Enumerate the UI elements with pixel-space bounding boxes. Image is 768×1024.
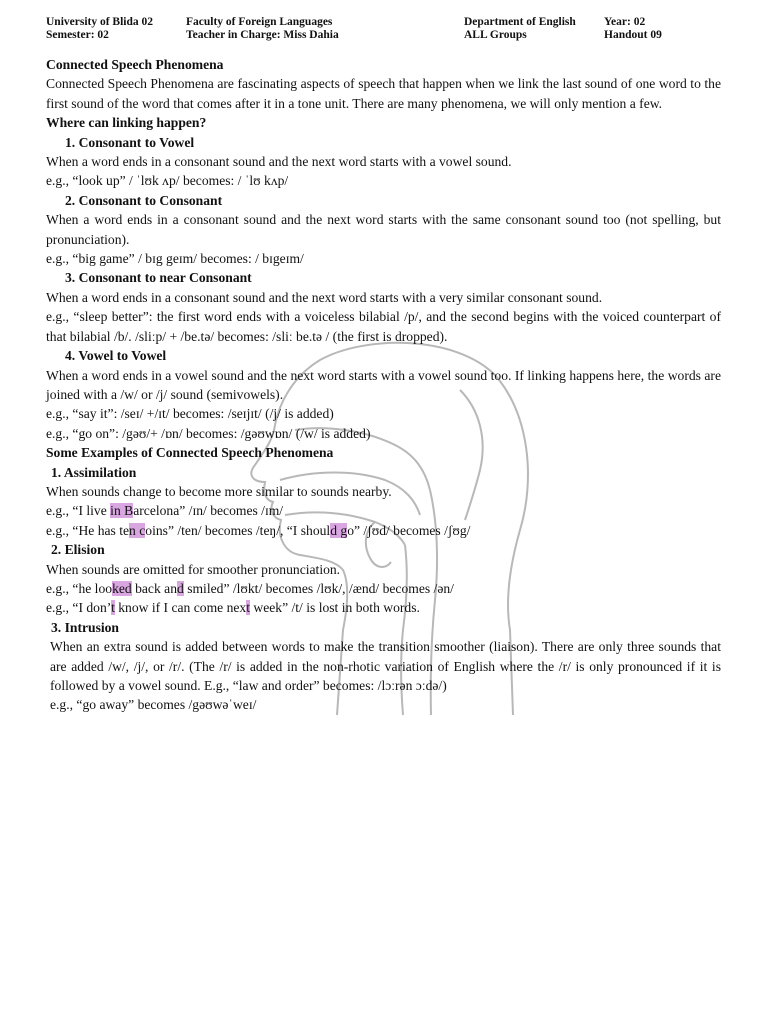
- linking-item-example: e.g., “big game” / bɪg geɪm/ becomes: / bɪgeɪm/: [46, 251, 304, 267]
- highlight: d g: [330, 522, 348, 538]
- assimilation-example-2: e.g., “He has ten coins” /ten/ becomes /teŋ/, “I should go” /ʃʊd/ becomes /ʃʊg/: [46, 522, 471, 538]
- groups: ALL Groups: [464, 29, 527, 41]
- highlight: n c: [129, 522, 146, 538]
- highlight: ked: [112, 580, 132, 596]
- assimilation-desc: When sounds change to become more similar to sounds nearby.: [46, 483, 392, 499]
- intrusion-title: 3. Intrusion: [51, 619, 119, 635]
- faculty-name: Faculty of Foreign Languages: [186, 16, 333, 28]
- linking-item-title: 2. Consonant to Consonant: [65, 192, 223, 208]
- examples-heading: Some Examples of Connected Speech Phenomena: [46, 445, 334, 461]
- elision-example-2: e.g., “I don’t know if I can come next week” /t/ is lost in both words.: [46, 600, 420, 616]
- linking-item-example: e.g., “go on”: /gəʊ/+ /ɒn/ becomes: /gəʊwɒn/ (/w/ is added): [46, 425, 371, 441]
- page-title: Connected Speech Phenomena: [46, 57, 224, 72]
- linking-item-desc: When a word ends in a consonant sound and the next word starts with a very similar consonant sound.: [46, 289, 603, 305]
- linking-item-desc: When a word ends in a consonant sound and the next word starts with the same consonant sound too (not spelling, but pronunciation).: [46, 212, 721, 247]
- elision-desc: When sounds are omitted for smoother pronunciation.: [46, 561, 341, 577]
- assimilation-title: 1. Assimilation: [51, 464, 137, 480]
- linking-item-example: e.g., “say it”: /seɪ/ +/ɪt/ becomes: /seɪjɪt/ (/j/ is added): [46, 406, 334, 422]
- handout-content: [46, 55, 721, 715]
- semester: Semester: 02: [46, 29, 109, 41]
- assimilation-example-1: e.g., “I live in Barcelona” /ɪn/ becomes /ɪm/: [46, 503, 284, 519]
- linking-item-title: 1. Consonant to Vowel: [65, 134, 195, 150]
- linking-item-example: e.g., “look up” / ˈlʊk ʌp/ becomes: / ˈlʊ kʌp/: [46, 173, 289, 189]
- handout-number: Handout 09: [604, 29, 662, 41]
- university-name: University of Blida 02: [46, 16, 154, 28]
- linking-item-example: e.g., “sleep better”: the first word ends with a voiceless bilabial /p/, and the second begins with the voiced counterpart of that bilabial /b/. /sliːp/ + /be.tə/ becomes: /sliː be.tə / (the first is dropped).: [46, 309, 721, 344]
- year: Year: 02: [604, 16, 646, 28]
- teacher-name: Teacher in Charge: Miss Dahia: [186, 29, 339, 41]
- linking-item-desc: When a word ends in a consonant sound and the next word starts with a vowel sound.: [46, 154, 512, 170]
- linking-item-title: 3. Consonant to near Consonant: [65, 270, 252, 286]
- highlight: t: [111, 600, 115, 616]
- linking-item-title: 4. Vowel to Vowel: [65, 348, 167, 364]
- linking-item-desc: When a word ends in a vowel sound and the next word starts with a vowel sound too. If linking happens here, the words are joined with a /w/ or /j/ sound (semivowels).: [46, 367, 721, 402]
- highlight: d: [177, 580, 184, 596]
- department-name: Department of English: [464, 16, 576, 28]
- intrusion-example: e.g., “go away” becomes /gəʊwəˈweɪ/: [50, 697, 257, 713]
- highlight: t: [246, 600, 250, 616]
- linking-heading: Where can linking happen?: [46, 115, 207, 131]
- intrusion-desc: When an extra sound is added between words to make the transition smoother (liaison). There are only three sounds that are added /w/, /j/, or /r/. (The /r/ is added in the non-rhotic variation of English where the /r/ is only pronounced if it is followed by a vowel sound. E.g., “law and order” becomes: /lɔːrən ɔːdə/): [50, 639, 721, 693]
- highlight: in B: [110, 503, 134, 519]
- elision-example-1: e.g., “he looked back and smiled” /lʊkt/ becomes /lʊk/, /ænd/ becomes /ən/: [46, 580, 454, 596]
- intro-paragraph: Connected Speech Phenomena are fascinating aspects of speech that happen when we link the last sound of one word to the first sound of the word that comes after it in a tone unit. There are many phenomena, we will only mention a few.: [46, 76, 721, 111]
- elision-title: 2. Elision: [51, 542, 105, 558]
